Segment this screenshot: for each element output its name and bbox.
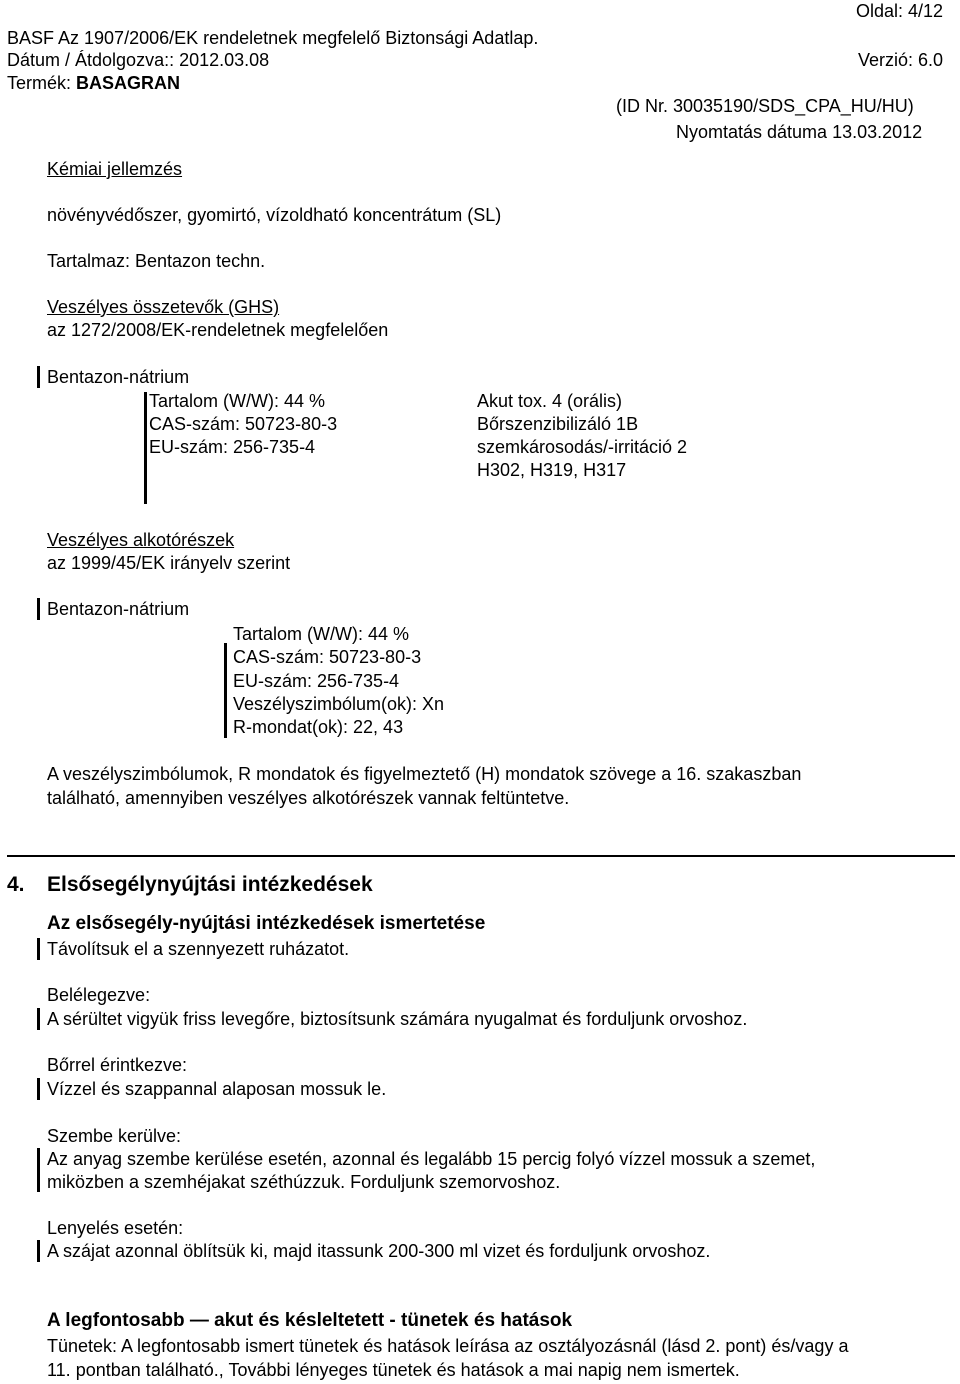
symptoms-text-1: Tünetek: A legfontosabb ismert tünetek és hatások leírása az osztályozásnál (lásd 2. pont) és/vagy a — [47, 1336, 849, 1356]
change-bar — [224, 643, 227, 738]
chem-heading: Kémiai jellemzés — [47, 159, 183, 179]
header-version: Verzió: 6.0 — [858, 50, 944, 70]
inhalation-text: A sérültet vigyük friss levegőre, biztosítsunk számára nyugalmat és forduljunk orvoshoz. — [47, 1009, 748, 1029]
ghs-regulation: az 1272/2008/EK-rendeletnek megfelelően — [47, 320, 389, 340]
ghs-content: Tartalom (W/W): 44 % — [149, 391, 326, 411]
dir-r-phrases: R-mondat(ok): 22, 43 — [233, 717, 404, 737]
page-number: Oldal: 4/12 — [856, 1, 944, 21]
dir-eu: EU-szám: 256-735-4 — [233, 671, 400, 691]
inhalation-label: Belélegezve: — [47, 985, 151, 1005]
ghs-heading: Veszélyes összetevők (GHS) — [47, 297, 280, 317]
ghs-cas: CAS-szám: 50723-80-3 — [149, 414, 338, 434]
change-bar — [144, 392, 147, 504]
change-bar — [37, 598, 40, 620]
first-aid-subtitle: Az elsősegély-nyújtási intézkedések ismertetése — [47, 913, 486, 934]
ingestion-text: A szájat azonnal öblítsük ki, majd itassunk 200-300 ml vizet és forduljunk orvoshoz. — [47, 1241, 711, 1261]
chem-contains: Tartalmaz: Bentazon techn. — [47, 251, 266, 271]
change-bar — [37, 1078, 40, 1100]
eye-text-2: miközben a szemhéjakat széthúzzuk. Forduljunk szemorvoshoz. — [47, 1172, 561, 1192]
change-bar — [37, 1148, 40, 1192]
header-date: Dátum / Átdolgozva:: 2012.03.08 — [7, 50, 270, 70]
ghs-class-2: Bőrszenzibilizáló 1B — [477, 414, 639, 434]
ghs-substance-name: Bentazon-nátrium — [47, 367, 190, 387]
first-aid-general: Távolítsuk el a szennyezett ruházatot. — [47, 939, 350, 959]
dir-symbol: Veszélyszimbólum(ok): Xn — [233, 694, 445, 714]
chem-description: növényvédőszer, gyomirtó, vízoldható koncentrátum (SL) — [47, 205, 502, 225]
note-line-2: található, amennyiben veszélyes alkotórészek vannak feltüntetve. — [47, 788, 570, 808]
ghs-class-3: szemkárosodás/-irritáció 2 — [477, 437, 688, 457]
section-number: 4. — [7, 873, 25, 896]
ingestion-label: Lenyelés esetén: — [47, 1218, 184, 1238]
skin-text: Vízzel és szappannal alaposan mossuk le. — [47, 1079, 387, 1099]
product-name: BASAGRAN — [76, 73, 181, 93]
change-bar — [37, 1008, 40, 1030]
dir-content: Tartalom (W/W): 44 % — [233, 624, 410, 644]
ghs-h-statements: H302, H319, H317 — [477, 460, 627, 480]
header-id: (ID Nr. 30035190/SDS_CPA_HU/HU) — [616, 96, 914, 116]
eye-text-1: Az anyag szembe kerülése esetén, azonnal és legalább 15 percig folyó vízzel mossuk a szemet, — [47, 1149, 816, 1169]
change-bar — [37, 938, 40, 960]
header-product — [7, 74, 180, 92]
product-label: Termék: — [7, 73, 72, 93]
dir-heading: Veszélyes alkotórészek — [47, 530, 235, 550]
header-print-date: Nyomtatás dátuma 13.03.2012 — [676, 122, 923, 142]
skin-label: Bőrrel érintkezve: — [47, 1055, 188, 1075]
change-bar — [37, 1240, 40, 1262]
change-bar — [37, 366, 40, 388]
symptoms-text-2: 11. pontban található., További lényeges tünetek és hatások a mai napig nem ismertek. — [47, 1360, 740, 1380]
dir-cas: CAS-szám: 50723-80-3 — [233, 647, 422, 667]
eye-label: Szembe kerülve: — [47, 1126, 182, 1146]
section-title: Elsősegélynyújtási intézkedések — [47, 873, 373, 896]
section-divider — [7, 855, 955, 857]
symptoms-title: A legfontosabb — akut és késleltetett - tünetek és hatások — [47, 1310, 573, 1331]
dir-substance-name: Bentazon-nátrium — [47, 599, 190, 619]
ghs-class-1: Akut tox. 4 (orális) — [477, 391, 623, 411]
header-regulation-line: BASF Az 1907/2006/EK rendeletnek megfelelő Biztonsági Adatlap. — [7, 28, 539, 48]
note-line-1: A veszélyszimbólumok, R mondatok és figyelmeztető (H) mondatok szövege a 16. szakaszban — [47, 764, 802, 784]
dir-regulation: az 1999/45/EK irányelv szerint — [47, 553, 291, 573]
ghs-eu: EU-szám: 256-735-4 — [149, 437, 316, 457]
